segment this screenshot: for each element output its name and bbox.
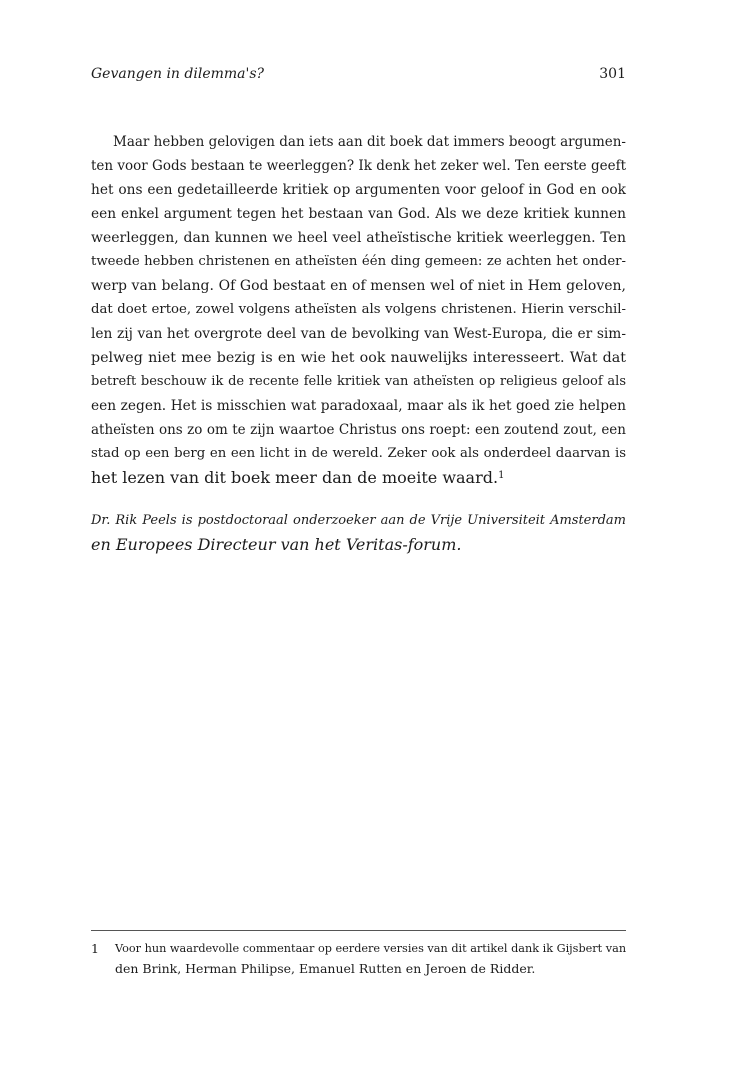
bio-line: Dr. Rik Peels is postdoctoraal onderzoeker aan de Vrije Universiteit Amsterdam — [91, 513, 626, 528]
text-line: dat doet ertoe, zowel volgens atheïsten als volgens christenen. Hierin verschil- — [91, 302, 626, 317]
text-line: ten voor Gods bestaan te weerleggen? Ik denk het zeker wel. Ten eerste geeft — [91, 158, 626, 174]
footnote-line: den Brink, Herman Philipse, Emanuel Rutten en Jeroen de Ridder. — [115, 961, 536, 976]
text-line: het lezen van dit boek meer dan de moeite waard. — [91, 468, 499, 487]
page-number: 301 — [599, 66, 626, 82]
text-line: pelweg niet mee bezig is en wie het ook nauwelijks interesseert. Wat dat — [91, 350, 626, 366]
running-head — [91, 63, 626, 85]
bio-line: en Europees Directeur van het Veritas-forum. — [91, 535, 462, 554]
text-line: een zegen. Het is misschien wat paradoxaal, maar als ik het goed zie helpen — [91, 398, 626, 414]
text-line-last — [91, 466, 626, 490]
footnote-number: 1 — [91, 941, 99, 956]
running-title: Gevangen in dilemma's? — [91, 66, 265, 82]
footnote-reference[interactable]: 1 — [498, 470, 505, 481]
text-line: werp van belang. Of God bestaat en of mensen wel of niet in Hem geloven, — [91, 278, 626, 294]
footnote-text — [115, 939, 626, 979]
text-line: weerleggen, dan kunnen we heel veel atheïstische kritiek weerleggen. Ten — [91, 230, 626, 246]
body-paragraph — [91, 130, 626, 490]
footnote-line: Voor hun waardevolle commentaar op eerdere versies van dit artikel dank ik Gijsbert van — [115, 942, 627, 955]
text-line: Maar hebben gelovigen dan iets aan dit boek dat immers beoogt argumen- — [113, 134, 626, 150]
footnote-separator — [91, 930, 626, 931]
author-bio — [91, 509, 626, 557]
text-line: tweede hebben christenen en atheïsten één ding gemeen: ze achten het onder- — [91, 254, 626, 269]
text-line: atheïsten ons zo om te zijn waartoe Christus ons roept: een zoutend zout, een — [91, 422, 626, 438]
text-line: het ons een gedetailleerde kritiek op argumenten voor geloof in God en ook — [91, 182, 626, 198]
text-line: betreft beschouw ik de recente felle kritiek van atheïsten op religieus geloof als — [91, 374, 626, 389]
text-line: stad op een berg en een licht in de wereld. Zeker ook als onderdeel daarvan is — [91, 446, 626, 461]
text-line: een enkel argument tegen het bestaan van God. Als we deze kritiek kunnen — [91, 206, 626, 222]
text-line: len zij van het overgrote deel van de bevolking van West-Europa, die er sim- — [91, 326, 626, 342]
